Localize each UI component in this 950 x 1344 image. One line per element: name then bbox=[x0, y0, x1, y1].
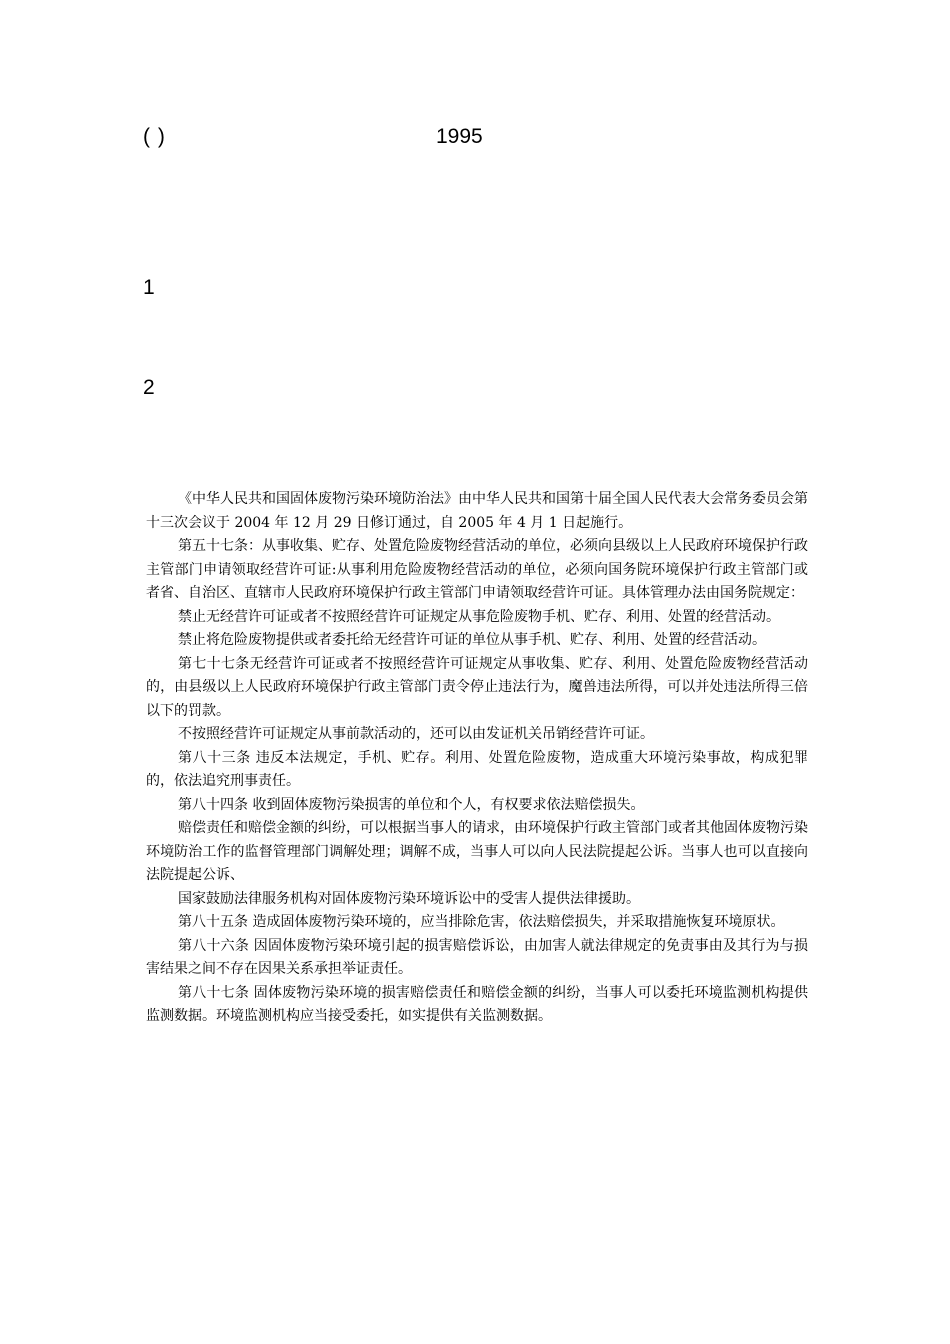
year-heading: 1995 bbox=[436, 125, 483, 148]
paragraph-article-87: 第八十七条 固体废物污染环境的损害赔偿责任和赔偿金额的纠纷，当事人可以委托环境监测机构提供监测数据。环境监测机构应当接受委托，如实提供有关监测数据。 bbox=[146, 984, 808, 1024]
paragraph-intro: 《中华人民共和国固体废物污染环境防治法》由中华人民共和国第十届全国人民代表大会常务委员会第十三次会议于 2004 年 12 月 29 日修订通过，自 2005 年 4 月 1 日起施行。 bbox=[146, 491, 808, 531]
paragraph-article-77: 第七十七条无经营许可证或者不按照经营许可证规定从事收集、贮存、利用、处置危险废物经营活动的，由县级以上人民政府环境保护行政主管部门责令停止违法行为，魔兽违法所得，可以并处违法所得三倍以下的罚款。 bbox=[146, 655, 808, 719]
law-text-body bbox=[146, 488, 808, 1029]
paragraph-article-85: 第八十五条 造成固体废物污染环境的，应当排除危害，依法赔偿损失，并采取措施恢复环境原状。 bbox=[178, 914, 785, 930]
paragraph-article-57: 第五十七条：从事收集、贮存、处置危险废物经营活动的单位，必须向县级以上人民政府环境保护行政主管部门申请领取经营许可证:从事利用危险废物经营活动的单位，必须向国务院环境保护行政主管部门或者省、自治区、直辖市人民政府环境保护行政主管部门申请领取经营许可证。具体管理办法由国务院规定： bbox=[146, 538, 808, 601]
paragraph-legal-aid: 国家鼓励法律服务机构对固体废物污染环境诉讼中的受害人提供法律援助。 bbox=[178, 890, 640, 907]
paragraph-prohibition-2: 禁止将危险废物提供或者委托给无经营许可证的单位从事手机、贮存、利用、处置的经营活动。 bbox=[178, 632, 766, 648]
item-number-2: 2 bbox=[143, 376, 155, 399]
paragraph-article-84: 第八十四条 收到固体废物污染损害的单位和个人，有权要求依法赔偿损失。 bbox=[178, 796, 645, 813]
paragraph-article-83: 第八十三条 违反本法规定，手机、贮存。利用、处置危险废物，造成重大环境污染事故，构成犯罪的，依法追究刑事责任。 bbox=[146, 749, 808, 789]
paragraph-compensation-disputes: 赔偿责任和赔偿金额的纠纷，可以根据当事人的请求，由环境保护行政主管部门或者其他固体废物污染环境防治工作的监督管理部门调解处理；调解不成，当事人可以向人民法院提起公诉。当事人也可以直接向法院提起公诉、 bbox=[146, 820, 808, 883]
paragraph-prohibition-1: 禁止无经营许可证或者不按照经营许可证规定从事危险废物手机、贮存、利用、处置的经营活动。 bbox=[178, 608, 780, 625]
parentheses-placeholder: ( ) bbox=[143, 125, 166, 148]
item-number-1: 1 bbox=[143, 276, 155, 299]
paragraph-article-86: 第八十六条 因固体废物污染环境引起的损害赔偿诉讼，由加害人就法律规定的免责事由及其行为与损害结果之间不存在因果关系承担举证责任。 bbox=[146, 937, 808, 977]
paragraph-license-revocation: 不按照经营许可证规定从事前款活动的，还可以由发证机关吊销经营许可证。 bbox=[178, 726, 654, 742]
